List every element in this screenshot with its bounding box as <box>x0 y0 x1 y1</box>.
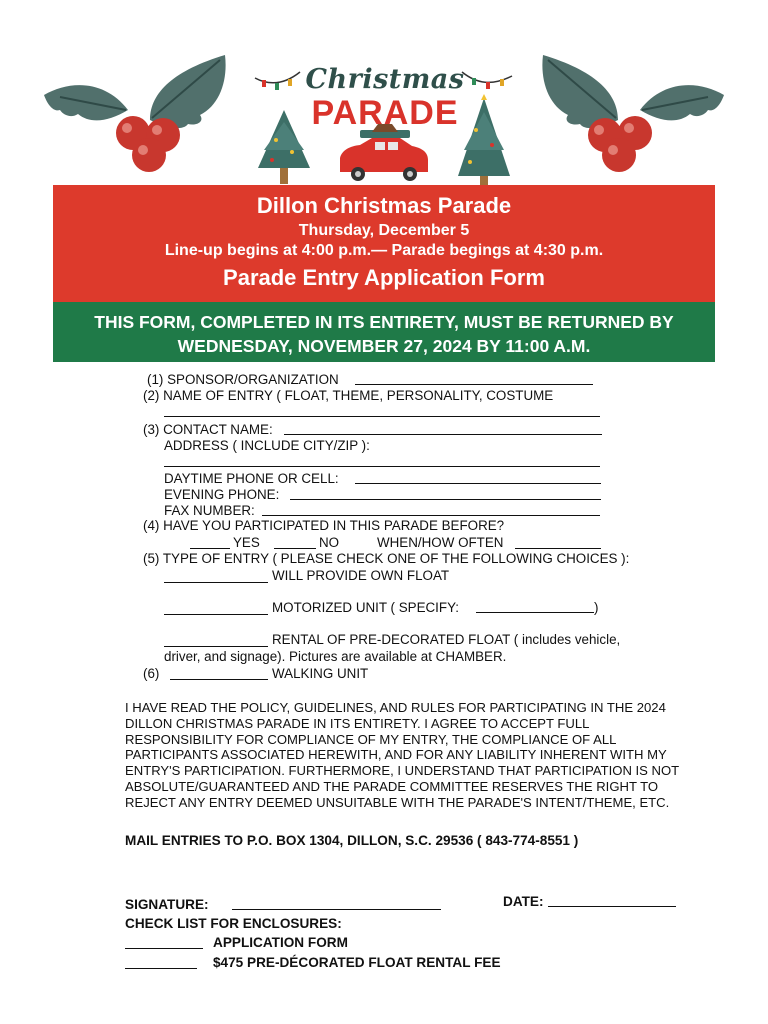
address-field[interactable] <box>164 466 600 467</box>
own-float-label: WILL PROVIDE OWN FLOAT <box>272 568 450 583</box>
date-field[interactable] <box>548 906 676 907</box>
header-title-script: Christmas <box>305 64 465 95</box>
walking-blank[interactable] <box>170 679 268 680</box>
walking-label: WALKING UNIT <box>272 666 369 681</box>
no-label: NO <box>319 535 340 550</box>
rental-label-2: driver, and signage). Pictures are available at CHAMBER. <box>164 649 507 664</box>
checklist-item-1: APPLICATION FORM <box>213 935 348 950</box>
checklist-blank-2[interactable] <box>125 968 197 969</box>
fax-label: FAX NUMBER: <box>164 503 255 518</box>
event-name: Dillon Christmas Parade <box>256 193 512 218</box>
q5-type-label: (5) TYPE OF ENTRY ( PLEASE CHECK ONE OF THE FOLLOWING CHOICES ): <box>143 551 630 566</box>
rental-blank[interactable] <box>164 646 268 647</box>
yes-label: YES <box>233 535 260 550</box>
holly-icon <box>44 55 226 172</box>
daytime-phone-field[interactable] <box>355 483 601 484</box>
fax-field[interactable] <box>262 515 600 516</box>
yes-blank[interactable] <box>190 548 230 549</box>
q6-label: (6) <box>143 666 160 681</box>
checklist-item-2: $475 PRE-DÉCORATED FLOAT RENTAL FEE <box>213 955 501 970</box>
mail-instructions: MAIL ENTRIES TO P.O. BOX 1304, DILLON, S.C. 29536 ( 843-774-8551 ) <box>125 833 579 848</box>
rental-label-1: RENTAL OF PRE-DECORATED FLOAT ( includes vehicle, <box>272 632 621 647</box>
evening-phone-label: EVENING PHONE: <box>164 487 280 502</box>
daytime-phone-label: DAYTIME PHONE OR CELL: <box>164 471 339 486</box>
no-blank[interactable] <box>274 548 316 549</box>
address-label: ADDRESS ( INCLUDE CITY/ZIP ): <box>164 438 370 453</box>
date-label: DATE: <box>503 894 544 909</box>
checklist-blank-1[interactable] <box>125 948 203 949</box>
entry-name-field[interactable] <box>164 416 600 417</box>
q1-sponsor-label: (1) SPONSOR/ORGANIZATION <box>147 372 339 387</box>
holly-icon <box>542 55 724 172</box>
sponsor-field[interactable] <box>355 384 593 385</box>
motorized-specify-field[interactable] <box>476 612 594 613</box>
evening-phone-field[interactable] <box>290 499 601 500</box>
motorized-label: MOTORIZED UNIT ( SPECIFY: <box>272 600 459 615</box>
contact-name-field[interactable] <box>284 434 602 435</box>
event-times: Line-up begins at 4:00 p.m.— Parade begings at 4:30 p.m. <box>164 242 604 259</box>
deadline-banner <box>53 302 715 362</box>
motorized-blank[interactable] <box>164 614 268 615</box>
checklist-label: CHECK LIST FOR ENCLOSURES: <box>125 916 342 931</box>
form-title: Parade Entry Application Form <box>223 265 545 290</box>
deadline-line-1: THIS FORM, COMPLETED IN ITS ENTIRETY, MUST BE RETURNED BY <box>94 312 674 332</box>
when-field[interactable] <box>515 548 601 549</box>
q4-participated-label: (4) HAVE YOU PARTICIPATED IN THIS PARADE BEFORE? <box>143 518 505 533</box>
signature-field[interactable] <box>232 909 441 910</box>
agreement-text: I HAVE READ THE POLICY, GUIDELINES, AND RULES FOR PARTICIPATING IN THE 2024 DILLON CHRISTMAS PARADE IN ITS ENTIRETY. I AGREE TO ACCEPT FULL RESPONSIBILITY FOR COMPLIANCE OF MY ENTRY, THE COMPLIANCE OF ALL PARTICIPANTS ASSOCIATED HEREWITH, AND FOR ANY LIABILITY INHERENT WITH MY ENTRY'S PARTICIPATION. FURTHERMORE, I UNDERSTAND THAT PARTICIPATION IS NOT ABSOLUTE/GUARANTEED AND THE PARADE COMMITTEE RESERVES THE RIGHT TO REJECT ANY ENTRY DEEMED UNSUITABLE WITH THE PARADE'S INTENT/THEME, ETC. <box>125 700 679 810</box>
header-title-main: PARADE <box>311 94 459 132</box>
when-label: WHEN/HOW OFTEN <box>377 535 504 550</box>
own-float-blank[interactable] <box>164 582 268 583</box>
q2-entry-name-label: (2) NAME OF ENTRY ( FLOAT, THEME, PERSONALITY, COSTUME <box>143 388 554 403</box>
event-banner <box>53 185 715 302</box>
signature-label: SIGNATURE: <box>125 897 209 912</box>
motorized-close-paren: ) <box>594 600 599 615</box>
deadline-line-2: WEDNESDAY, NOVEMBER 27, 2024 BY 11:00 A.M. <box>177 336 591 356</box>
event-date: Thursday, December 5 <box>298 222 470 239</box>
q3-contact-name-label: (3) CONTACT NAME: <box>143 422 273 437</box>
